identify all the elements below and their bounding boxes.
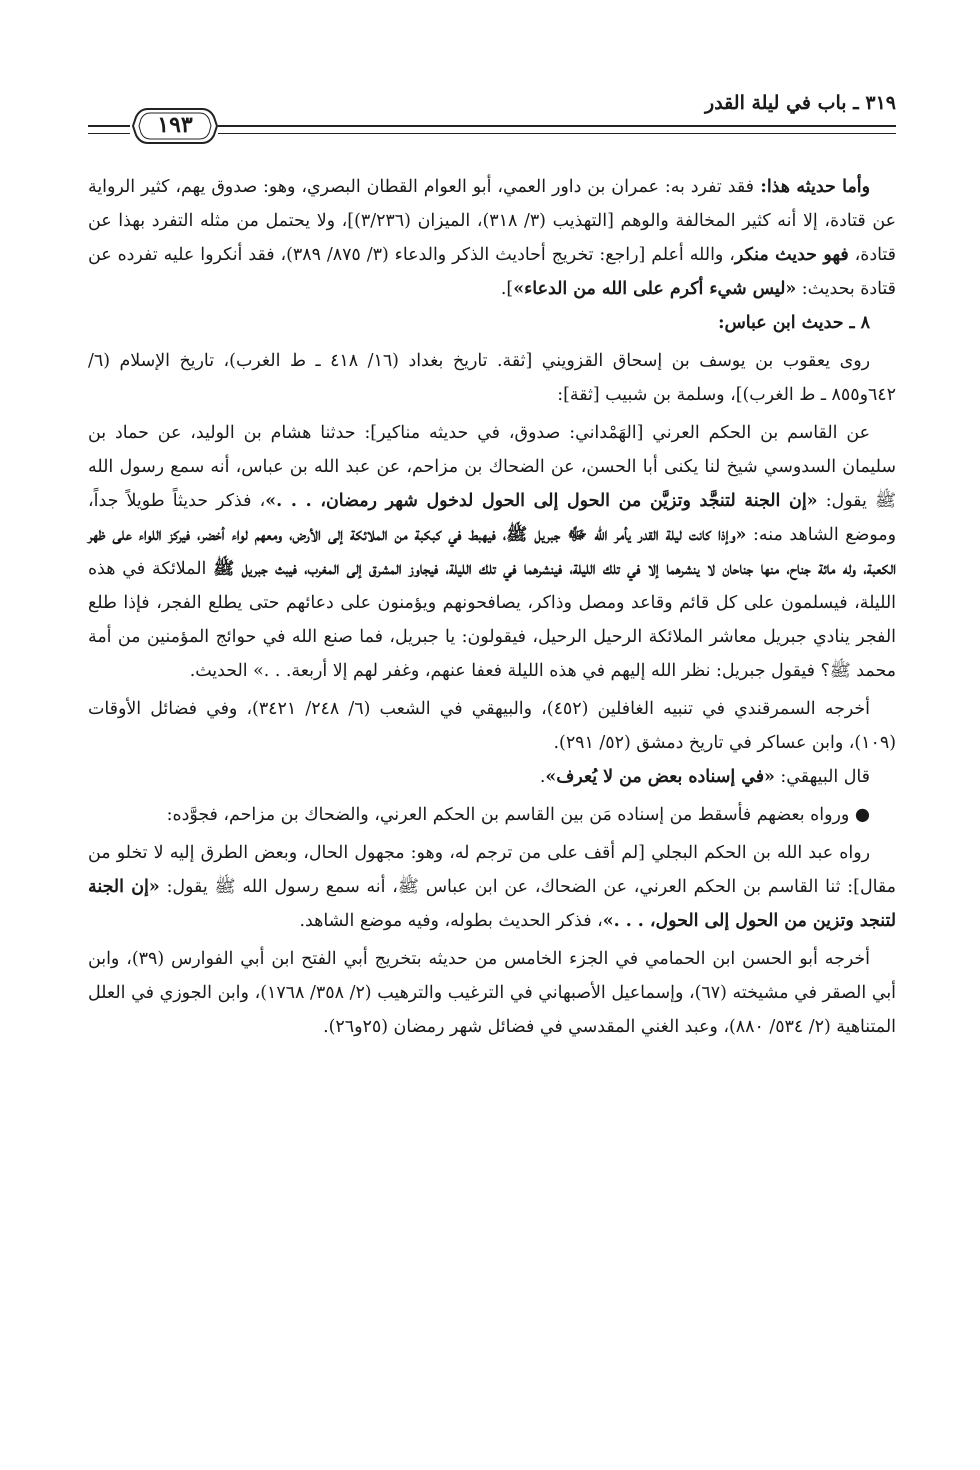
paragraph [88,416,896,688]
text-segment: . [539,767,546,787]
text-segment: ● ورواه بعضهم فأسقط من إسناده مَن بين القاسم بن الحكم العرني، والضحاك بن مزاحم، فجوَّده: [166,805,870,825]
bold-text-segment: فهو حديث منكر [734,245,849,265]
paragraph [88,692,896,760]
text-segment: أخرجه السمرقندي في تنبيه الغافلين (٤٥٢)، والبيهقي في الشعب (٦/ ٢٤٨/ ٣٤٢١)، وفي فضائل الأوقات (١٠٩)، وابن عساكر في تاريخ دمشق (٥٢/ ٢٩١). [88,699,896,753]
text-segment: ، فذكر الحديث بطوله، وفيه موضع الشاهد. [299,911,603,931]
running-header [88,88,896,144]
paragraph [88,942,896,1044]
header-rule [218,125,896,134]
bold-text-segment: وأما حديثه هذا: [753,177,870,197]
text-segment: روى يعقوب بن يوسف بن إسحاق القزويني [ثقة. تاريخ بغداد (١٦/ ٤١٨ ـ ط الغرب)، تاريخ الإسلام (٦/ ٦٤٢و٨٥٥ ـ ط الغرب)]، وسلمة بن شبيب [ثقة]: [88,351,896,405]
paragraph [88,306,896,340]
bold-text-segment: «إن الجنة لتنجد وتزين من الحول إلى الحول، . . .» [88,877,896,931]
text-segment: رواه عبد الله بن الحكم البجلي [لم أقف على من ترجم له، وهو: مجهول الحال، وبعض الطرق إليه لا تخلو من مقال]: ثنا القاسم بن الحكم العرني، عن الضحاك، عن ابن عباس ﷺ، أنه سمع رسول الله ﷺ يقول: [88,843,896,897]
paragraph [88,344,896,412]
text-segment: ]. [500,279,514,299]
header-rule-left [88,125,130,134]
text-segment: أخرجه أبو الحسن ابن الحمامي في الجزء الخامس من حديثه بتخريج أبي الفتح ابن أبي الفوارس (٣٩)، وابن أبي الصقر في مشيخته (٦٧)، وإسماعيل الأصبهاني في الترغيب والترهيب (٢/ ٣٥٨/ ١٧٦٨)، وابن الجوزي في العلل المتناهية (٢/ ٥٣٤/ ٨٨٠)، وعبد الغني المقدسي في فضائل شهر رمضان (٢٥و٢٦). [88,949,896,1037]
chapter-title: ٣١٩ ـ باب في ليلة القدر [705,92,896,114]
bold-text-segment: «في إسناده بعض من لا يُعرف» [545,767,775,787]
text-segment: فقد تفرد به: عمران بن داور العمي، أبو العوام القطان البصري، وهو: صدوق يهم، كثير الرواية عن قتادة، إلا أنه كثير المخالفة والوهم [التهذيب (٣/ ٣١٨)، الميزان (٣/٢٣٦)]، ولا يحتمل من مثله التفرد بهذا عن قتادة، [88,177,896,265]
bold-text-segment: «وإذا كانت ليلة القدر يأمر الله ﷻ جبريل ﷺ، فيهبط في كبكبة من الملائكة إلى الأرض، ومعهم لواء أخضر، فيركز اللواء على ظهر الكعبة، وله مائة جناح، منها جناحان لا ينشرهما إلا في تلك الليلة، فينشرهما في تلك الليلة، فيجاوز المشرق إلى المغرب، فيبث جبريل ﷺ [88,525,896,579]
bold-text-segment: ٨ ـ حديث ابن عباس: [718,313,870,333]
paragraph [88,760,896,794]
text-segment: عن القاسم بن الحكم العرني [الهَمْداني: صدوق، في حديثه مناكير]: حدثنا هشام بن الوليد، عن حماد بن سليمان السدوسي شيخ لنا يكنى أبا الحسن، عن الضحاك بن مزاحم، عن عبد الله بن عباس، أنه سمع رسول الله ﷺ يقول: [88,423,896,511]
bold-text-segment: «إن الجنة لتنجَّد وتزيَّن من الحول إلى الحول لدخول شهر رمضان، . . .» [265,491,818,511]
bold-text-segment: «ليس شيء أكرم على الله من الدعاء» [513,279,797,299]
paragraph [88,836,896,938]
page-number-badge [132,106,218,146]
paragraph [88,798,896,832]
page-number: ١٩٣ [157,112,193,138]
text-segment: الملائكة في هذه الليلة، فيسلمون على كل قائم وقاعد ومصل وذاكر، يصافحونهم ويؤمنون على دعائهم حتى يطلع الفجر، فإذا طلع الفجر ينادي جبريل معاشر الملائكة الرحيل الرحيل، فيقولون: يا جبريل، فما صنع الله في حوائج المؤمنين من أمة محمد ﷺ؟ فيقول جبريل: نظر الله إليهم في هذه الليلة فعفا عنهم، وغفر لهم إلا أربعة. . .» الحديث. [88,559,896,681]
main-text [88,170,896,1044]
text-segment: قال البيهقي: [774,767,870,787]
text-segment: ، والله أعلم [راجع: تخريج أحاديث الذكر والدعاء (٣/ ٨٧٥/ ٣٨٩)، فقد أنكروا عليه تفرده عن قتادة بحديث: [88,245,896,299]
text-segment: ، فذكر حديثاً طويلاً جداً، وموضع الشاهد منه: [88,491,896,545]
paragraph [88,170,896,306]
